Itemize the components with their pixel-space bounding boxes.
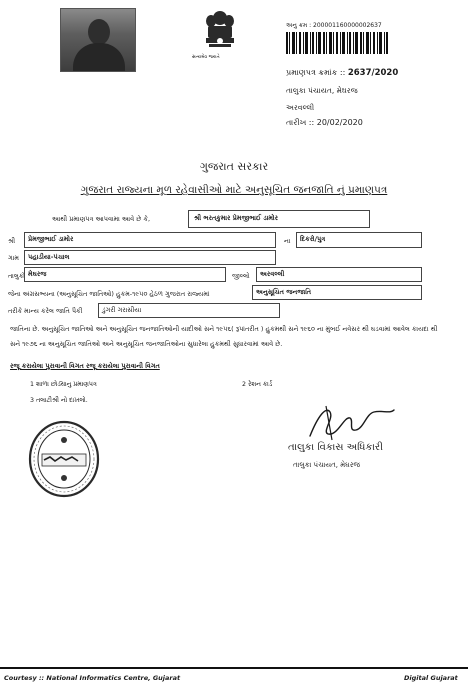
caste-label: તરીકે માન્ય કરેલ જાતિ પૈકી [8,307,83,315]
legal-paragraph: જાતિના છે. અનુસૂચિત જાતિઓ અને અનુસૂચિત જનજાતિઓની યાદીઓ સને ૧૯૫૬( રૂપાંતરીત ) હુકમથી સને ૧૯૬૦ ના મુંબઈ નવેસર થી ઘડવામાં આવેલ કાયદા થી સને ૧૯૭૬ ના અનુસૂચિત જાતિઓ અને અનુસૂચિત જનજાતિઓના સુધારેલા હુકમથી સુધારવામાં આવે છે. [10,325,438,348]
applicant-photo [60,8,136,72]
barcode-icon [286,32,388,54]
certificate-number-label: પ્રમાણપત્ર ક્રમાંક :: [286,68,346,77]
order-text: જેના અંગ્રસભ્યના (અનુસૂચિત જાતિઓ) હુકમ-૧૯૫૦ હેઠળ ગુજરાત રાજ્યમાં [8,290,210,298]
document-item: 3 તલાટીશ્રી નો દાખલો. [30,397,88,404]
certificate-number [286,68,398,78]
footer-brand: Digital Gujarat [404,674,458,682]
district-value: અરવલ્લી [260,270,285,278]
footer-courtesy: Courtesy :: National Informatics Centre, Gujarat [4,674,181,682]
signatory-title: તાલુકા વિકાસ અધિકારી [288,442,383,453]
district-label: જીલ્લો [232,272,250,280]
relation-label: ના [284,237,291,245]
issuing-office: તાલુકા પંચાયત, મેઘરજ [286,86,358,95]
date-value: 20/02/2020 [316,118,363,127]
officer-signature [304,402,396,444]
document-item: 2 રેશન કાર્ડ [242,381,273,388]
serial-number: અનુ ક્રમ : 200001160000002637 [286,22,382,29]
issuing-district: અરવલ્લી [286,103,315,112]
documents-heading: રજૂ કરાયેલા પુરાવાની વિગત રજૂ કરાયેલા પુરાવાની વિગત [10,362,160,370]
village-value: પહાડીયા-પંચાલ [28,253,70,261]
footer-divider [0,667,468,669]
certificate-number-value: 2637/2020 [347,68,399,78]
certificate-title: ગુજરાત રાજ્યના મૂળ રહેવાસીઓ માટે અનુસૂચિત જનજાતિ નું પ્રમાણપત્ર [80,184,388,196]
father-name: પ્રેમજીભાઈ ડામોર [28,235,74,243]
photo-shoulders [73,43,125,71]
village-label: ગામ [8,254,19,262]
relation-value: દિકરો/પુત્ર [300,235,326,243]
issue-date [286,118,363,128]
photo-head [88,19,110,45]
document-item: 1 શાળા છોડ્યાનુ પ્રમાણપત્ર [30,381,97,388]
date-label: તારીખ :: [286,118,315,127]
emblem-caption: સત્યમેવ જયતે [192,55,220,60]
holder-name: શ્રી ભરતકુમાર પ્રેમજીભાઈ ડામોર [194,214,279,222]
shri-label: શ્રી [8,237,16,245]
category-value: અનુસૂચિત જનજાતિ [256,288,312,296]
caste-value: ડુંગરી ગરાસીયા [102,306,142,314]
national-emblem-icon [200,8,240,52]
signatory-office: તાલુકા પંચાયત, મેઘરજ [293,461,360,469]
taluka-box [24,267,226,282]
official-seal-stamp [28,420,100,498]
government-heading: ગુજરાત સરકાર [199,160,269,173]
certify-label: આથી પ્રમાણપત્ર આપવામા આવે છે કે, [52,215,151,223]
taluka-value: મેઘરજ [28,270,47,278]
taluka-label: તાલુકો [8,272,26,280]
